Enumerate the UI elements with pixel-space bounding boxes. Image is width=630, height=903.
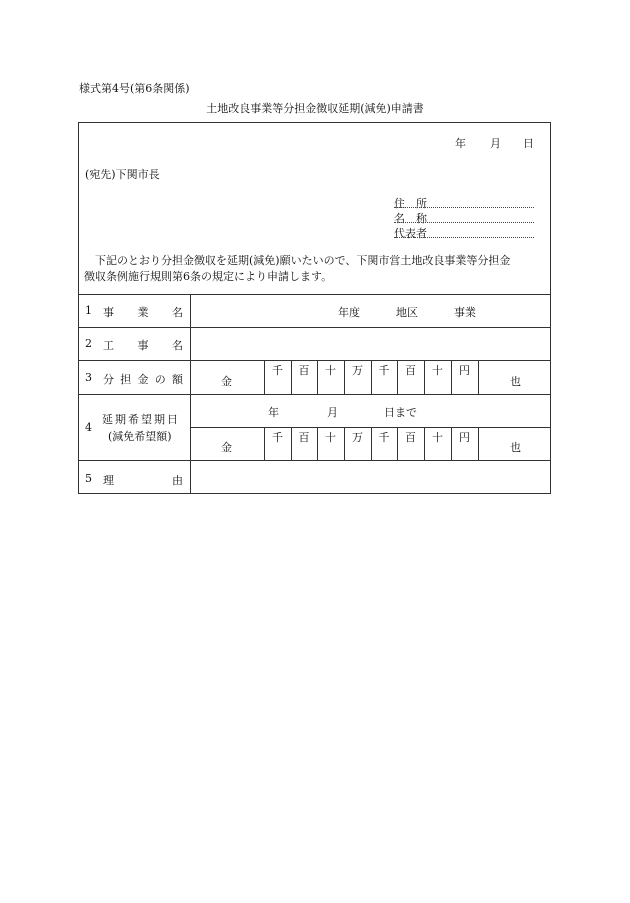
amount-cell-divider (478, 360, 479, 394)
label-char: 業 (137, 306, 149, 319)
unit-label: 百 (405, 364, 416, 377)
deferral-year-label: 年 (268, 406, 279, 419)
unit-label: 十 (432, 364, 443, 377)
unit-label: 百 (405, 431, 416, 444)
amount-suffix: 也 (510, 375, 521, 388)
row-divider (78, 360, 551, 361)
label-char: 金 (137, 373, 149, 386)
addressee: (宛先)下関市長 (85, 168, 160, 181)
date-year-label: 年 (455, 137, 466, 150)
label-char: 担 (120, 373, 132, 386)
unit-label: 千 (272, 431, 283, 444)
amount-prefix: 金 (221, 441, 232, 454)
row1-number: 1 (85, 304, 92, 317)
business-district-label: 地区 (396, 306, 418, 319)
deferral-month-label: 月 (327, 406, 338, 419)
label-char: 分 (103, 373, 114, 386)
address-line[interactable] (394, 207, 534, 208)
amount-cell-divider (478, 427, 479, 460)
business-project-label: 事業 (454, 306, 476, 319)
label-char: 理 (103, 474, 114, 487)
request-line-1: 下記のとおり分担金徴収を延期(減免)願いたいので、下関市営土地改良事業等分担金 (95, 254, 511, 267)
representative-line[interactable] (394, 237, 534, 238)
unit-label: 千 (378, 431, 390, 444)
label-char: の (154, 373, 166, 386)
row3-number: 3 (85, 371, 92, 384)
unit-label: 百 (298, 364, 310, 377)
document-title: 土地改良事業等分担金徴収延期(減免)申請書 (206, 102, 424, 115)
row5-number: 5 (85, 472, 92, 485)
unit-label: 円 (459, 364, 470, 377)
name-label: 名 称 (394, 212, 427, 225)
unit-label: 円 (459, 431, 470, 444)
work-name-field[interactable] (191, 328, 550, 360)
representative-label: 代表者 (394, 227, 427, 240)
unit-label: 十 (325, 364, 336, 377)
unit-label: 十 (432, 431, 443, 444)
label-char: 額 (172, 373, 183, 386)
name-line[interactable] (394, 222, 534, 223)
unit-label: 万 (352, 431, 363, 444)
request-paragraph (84, 253, 550, 285)
row2-label (103, 337, 183, 353)
unit-label: 千 (272, 364, 283, 377)
label-char: 名 (172, 339, 183, 352)
row5-label (103, 472, 183, 488)
deferral-until-label: 日まで (384, 406, 417, 419)
unit-label: 百 (298, 431, 310, 444)
unit-label: 千 (378, 364, 390, 377)
row2-number: 2 (85, 337, 92, 350)
row-divider (78, 394, 551, 395)
form-number: 様式第4号(第6条関係) (79, 82, 190, 95)
row3-label (103, 371, 183, 387)
table-top-border (78, 294, 551, 295)
amount-suffix: 也 (510, 441, 521, 454)
row4-label: 延期希望期日 (102, 413, 180, 426)
request-line-2: 徴収条例施行規則第6条の規定により申請します。 (84, 270, 333, 283)
amount-prefix: 金 (221, 375, 232, 388)
label-char: 名 (172, 306, 183, 319)
label-char: 工 (103, 339, 114, 352)
row4-sub-label: (減免希望額) (108, 430, 172, 443)
date-day-label: 日 (523, 137, 534, 150)
row4-number: 4 (85, 421, 92, 434)
label-char: 事 (103, 306, 114, 319)
business-year-label: 年度 (338, 306, 360, 319)
unit-label: 万 (352, 364, 363, 377)
date-month-label: 月 (490, 137, 501, 150)
address-label: 住 所 (394, 197, 427, 210)
unit-label: 十 (325, 431, 336, 444)
reason-field[interactable] (191, 461, 550, 493)
row1-label (103, 304, 183, 320)
label-char: 事 (137, 339, 149, 352)
label-char: 由 (172, 474, 183, 487)
